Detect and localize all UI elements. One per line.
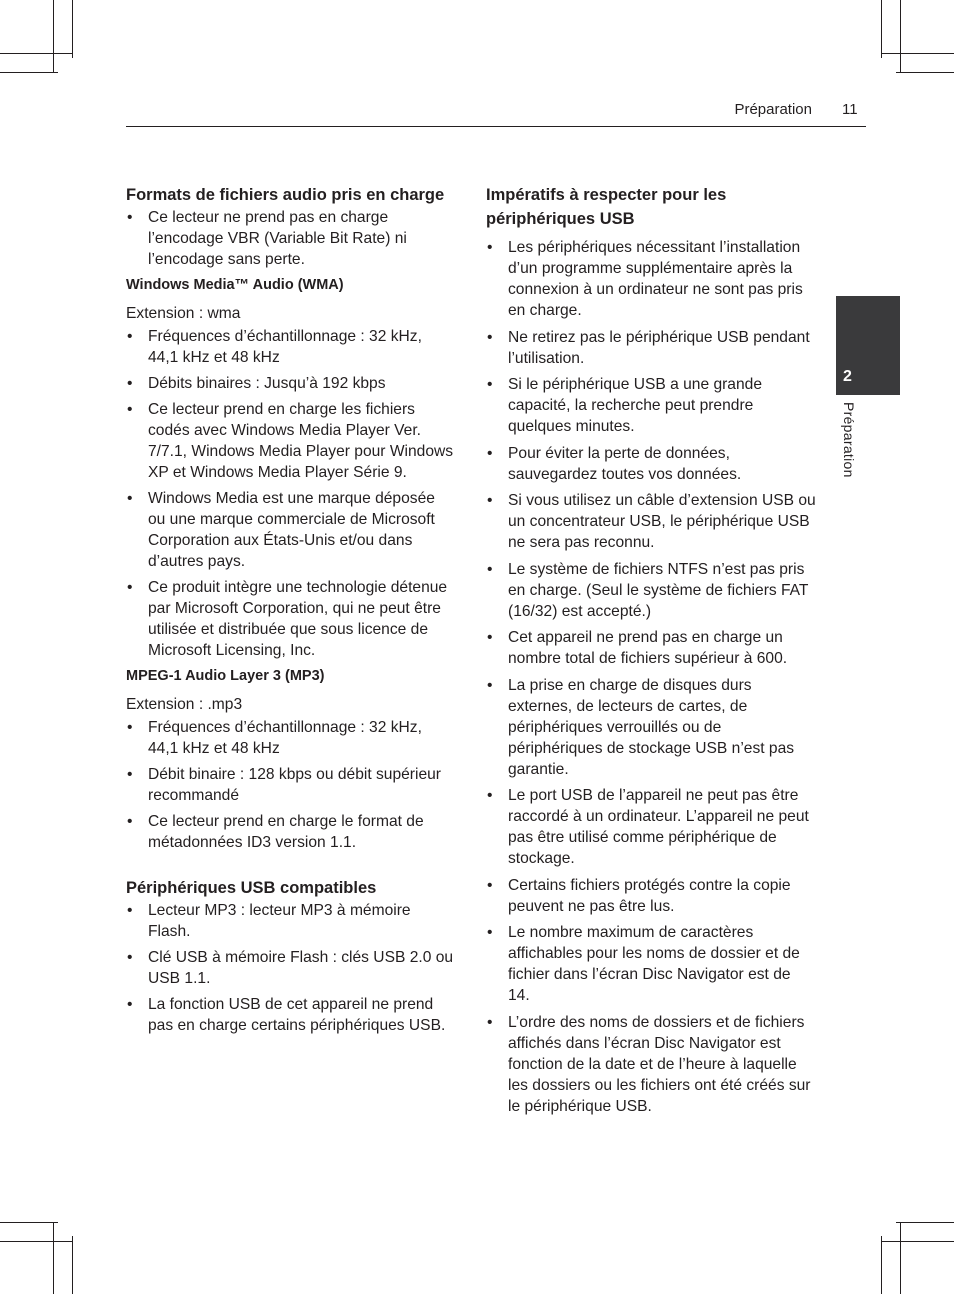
chapter-number: 2 xyxy=(843,368,852,385)
list-item: • Windows Media est une marque déposée ou une marque commerciale de Microsoft Corporation aux États-Unis et/ou dans d’autres pays. xyxy=(126,488,456,572)
list-item: • Les périphériques nécessitant l’installation d’un programme supplémentaire après la connexion à un ordinateur ne sont pas pris en charge. xyxy=(486,237,816,321)
crop-mark xyxy=(881,1241,954,1242)
page-number: 11 xyxy=(842,101,858,118)
list-item: • Pour éviter la perte de données, sauvegardez toutes vos données. xyxy=(486,443,816,485)
section-heading-formats: Formats de fichiers audio pris en charge xyxy=(126,186,445,204)
list-item: • Débit binaire : 128 kbps ou débit supérieur recommandé xyxy=(126,764,456,806)
crop-mark xyxy=(0,72,58,73)
list-item: • Si vous utilisez un câble d’extension USB ou un concentrateur USB, le périphérique USB ne sera pas reconnu. xyxy=(486,490,816,553)
section-spacer xyxy=(126,858,456,876)
list-usb-requirements xyxy=(486,237,816,1117)
list-item: • Lecteur MP3 : lecteur MP3 à mémoire Flash. xyxy=(126,900,456,942)
list-item: • Ce lecteur prend en charge les fichiers codés avec Windows Media Player Ver. 7/7.1, Windows Media Player pour Windows XP et Windows Media Player Série 9. xyxy=(126,399,456,483)
header-section-title: Préparation xyxy=(734,101,812,118)
crop-mark xyxy=(0,53,72,54)
list-item: • Débits binaires : Jusqu’à 192 kbps xyxy=(126,373,456,394)
list-usb-devices xyxy=(126,900,456,1036)
list-item: • Cet appareil ne prend pas en charge un nombre total de fichiers supérieur à 600. xyxy=(486,627,816,669)
list-item: • Le nombre maximum de caractères affichables pour les noms de dossier et de fichier dans l’écran Disc Navigator est de 14. xyxy=(486,922,816,1006)
section-heading-usb-devices: Périphériques USB compatibles xyxy=(126,879,377,897)
wma-extension: Extension : wma xyxy=(126,305,241,322)
header-rule xyxy=(126,126,866,127)
list-item: • Si le périphérique USB a une grande capacité, la recherche peut prendre quelques minutes. xyxy=(486,374,816,437)
list-item: • Ne retirez pas le périphérique USB pendant l’utilisation. xyxy=(486,327,816,369)
list-item: • Le port USB de l’appareil ne peut pas être raccordé à un ordinateur. L’appareil ne peut pas être utilisé comme périphérique de stockage. xyxy=(486,785,816,869)
crop-mark xyxy=(881,53,954,54)
section-heading-usb-requirements: Impératifs à respecter pour les périphériques USB xyxy=(486,186,727,228)
subheading-wma: Windows Media™ Audio (WMA) xyxy=(126,277,344,293)
crop-mark xyxy=(896,72,954,73)
crop-mark xyxy=(72,0,73,58)
list-item: • Fréquences d’échantillonnage : 32 kHz, 44,1 kHz et 48 kHz xyxy=(126,326,456,368)
crop-mark xyxy=(881,1236,882,1294)
list-wma xyxy=(126,326,456,661)
chapter-label: Préparation xyxy=(841,402,857,478)
list-item: • Certains fichiers protégés contre la copie peuvent ne pas être lus. xyxy=(486,875,816,917)
list-mp3 xyxy=(126,717,456,853)
left-column xyxy=(126,183,456,1041)
list-formats xyxy=(126,207,456,270)
list-item: • L’ordre des noms de dossiers et de fichiers affichés dans l’écran Disc Navigator est fonction de la date et de l’heure à laquelle les dossiers ou les fichiers ont été créés sur le périphérique USB. xyxy=(486,1012,816,1117)
list-item: • Ce lecteur prend en charge le format de métadonnées ID3 version 1.1. xyxy=(126,811,456,853)
list-item: • Ce produit intègre une technologie détenue par Microsoft Corporation, qui ne peut être utilisée et distribuée que sous licence de Microsoft Licensing, Inc. xyxy=(126,577,456,661)
crop-mark xyxy=(900,0,901,72)
list-item: • La fonction USB de cet appareil ne prend pas en charge certains périphériques USB. xyxy=(126,994,456,1036)
subheading-mp3: MPEG-1 Audio Layer 3 (MP3) xyxy=(126,668,325,684)
crop-mark xyxy=(53,1222,54,1294)
crop-mark xyxy=(881,0,882,58)
list-item: • Le système de fichiers NTFS n’est pas pris en charge. (Seul le système de fichiers FAT (16/32) est accepté.) xyxy=(486,559,816,622)
crop-mark xyxy=(900,1222,901,1294)
list-item: • Clé USB à mémoire Flash : clés USB 2.0 ou USB 1.1. xyxy=(126,947,456,989)
list-item: • Ce lecteur ne prend pas en charge l’encodage VBR (Variable Bit Rate) ni l’encodage sans perte. xyxy=(126,207,456,270)
mp3-extension: Extension : .mp3 xyxy=(126,696,243,713)
list-item: • La prise en charge de disques durs externes, de lecteurs de cartes, de périphériques verrouillés ou de périphériques de stockage USB n’est pas garantie. xyxy=(486,675,816,780)
crop-mark xyxy=(0,1222,58,1223)
right-column xyxy=(486,183,816,1122)
crop-mark xyxy=(53,0,54,72)
crop-mark xyxy=(896,1222,954,1223)
list-item: • Fréquences d’échantillonnage : 32 kHz, 44,1 kHz et 48 kHz xyxy=(126,717,456,759)
crop-mark xyxy=(0,1241,72,1242)
crop-mark xyxy=(72,1236,73,1294)
